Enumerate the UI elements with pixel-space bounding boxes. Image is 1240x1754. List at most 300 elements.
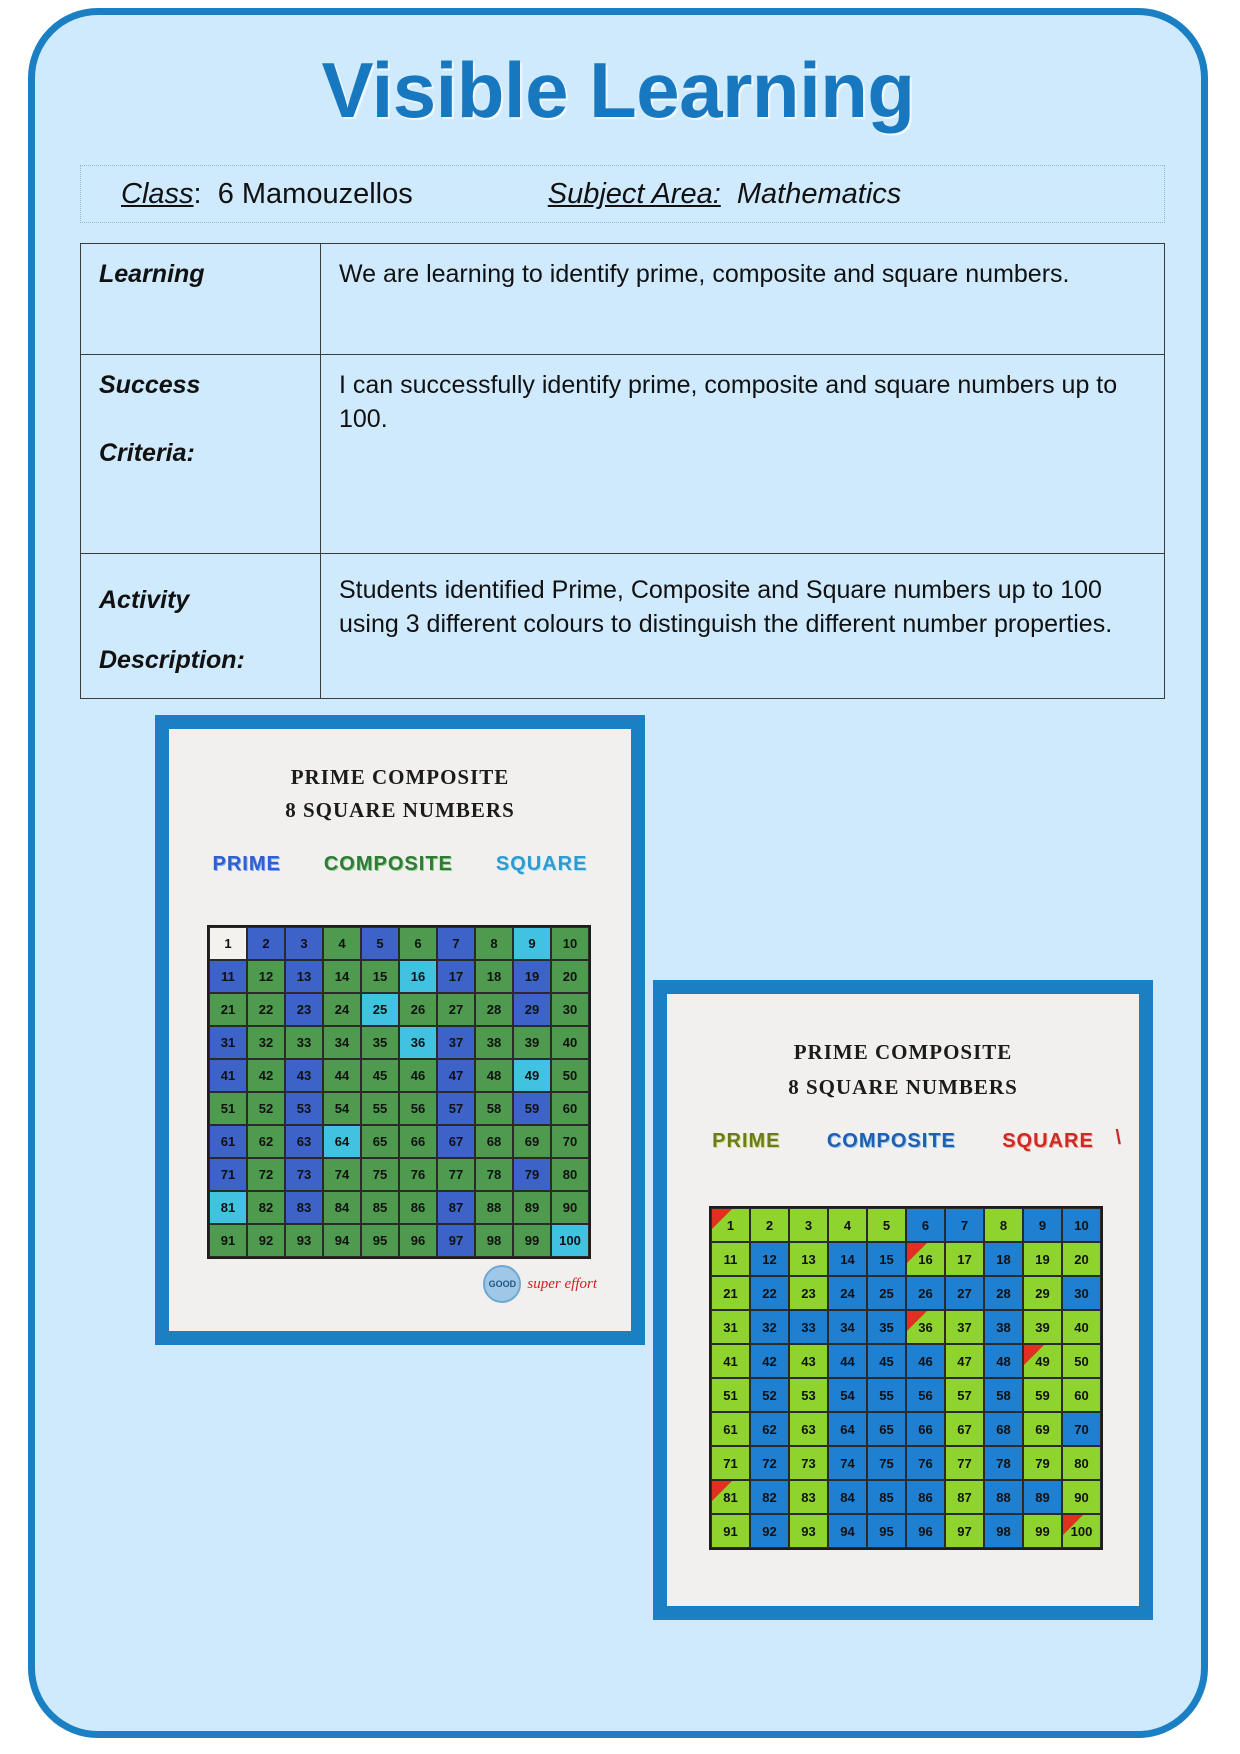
grid-cell <box>945 1344 984 1378</box>
grid-cell-number: 25 <box>372 1002 388 1017</box>
grid-cell-number: 53 <box>801 1387 816 1403</box>
grid-cell <box>361 1026 399 1059</box>
grid-cell-number: 6 <box>921 1217 930 1233</box>
grid-cell-number: 39 <box>524 1035 540 1050</box>
grid-cell <box>285 1158 323 1191</box>
grid-cell-number: 16 <box>918 1251 933 1267</box>
grid-cell-number: 78 <box>996 1455 1011 1471</box>
grid-cell <box>984 1310 1023 1344</box>
grid-cell-number: 68 <box>486 1134 502 1149</box>
grid-cell <box>209 1125 247 1158</box>
grid-cell <box>1062 1310 1101 1344</box>
grid-cell-number: 9 <box>528 936 536 951</box>
grid-cell <box>551 993 589 1026</box>
grid-cell <box>867 1310 906 1344</box>
grid-cell <box>361 1092 399 1125</box>
grid-cell <box>551 927 589 960</box>
grid-cell <box>1023 1208 1062 1242</box>
grid-cell <box>209 1059 247 1092</box>
grid-cell-number: 3 <box>804 1217 813 1233</box>
grid-cell-number: 11 <box>221 969 235 984</box>
grid-cell <box>551 1125 589 1158</box>
photo-1-title-line2: 8 SQUARE NUMBERS <box>285 798 515 822</box>
grid-cell <box>247 1158 285 1191</box>
grid-cell-number: 55 <box>879 1387 894 1403</box>
grid-cell <box>945 1412 984 1446</box>
grid-cell <box>437 960 475 993</box>
grid-cell-number: 28 <box>486 1002 502 1017</box>
hundred-grid-2 <box>709 1206 1103 1550</box>
grid-cell <box>437 1224 475 1257</box>
grid-cell-number: 79 <box>524 1167 540 1182</box>
grid-cell <box>513 1125 551 1158</box>
grid-cell-number: 4 <box>338 936 346 951</box>
grid-cell <box>984 1276 1023 1310</box>
grid-cell <box>945 1242 984 1276</box>
grid-cell-number: 41 <box>723 1353 738 1369</box>
grid-cell-number: 38 <box>996 1319 1011 1335</box>
grid-cell-number: 34 <box>840 1319 855 1335</box>
grid-cell-number: 15 <box>879 1251 894 1267</box>
grid-cell <box>1023 1310 1062 1344</box>
grid-cell <box>475 1026 513 1059</box>
grid-cell <box>711 1514 750 1548</box>
grid-cell-number: 42 <box>258 1068 274 1083</box>
grid-cell-number: 67 <box>957 1421 972 1437</box>
grid-cell <box>513 1158 551 1191</box>
grid-cell <box>789 1480 828 1514</box>
grid-cell-number: 25 <box>879 1285 894 1301</box>
grid-cell-number: 30 <box>1074 1285 1089 1301</box>
grid-cell <box>247 927 285 960</box>
grid-cell <box>1023 1514 1062 1548</box>
grid-cell-number: 7 <box>960 1217 969 1233</box>
grid-cell-number: 49 <box>524 1068 540 1083</box>
photo-1-content <box>169 729 631 1331</box>
grid-cell-number: 59 <box>524 1101 540 1116</box>
grid-cell-number: 45 <box>372 1068 388 1083</box>
grid-cell-number: 81 <box>723 1489 738 1505</box>
grid-cell-number: 62 <box>258 1134 274 1149</box>
grid-cell-number: 82 <box>762 1489 777 1505</box>
grid-cell <box>867 1276 906 1310</box>
grid-cell-number: 95 <box>372 1233 388 1248</box>
grid-cell-number: 93 <box>801 1523 816 1539</box>
grid-cell <box>209 993 247 1026</box>
grid-cell <box>789 1378 828 1412</box>
grid-cell-number: 21 <box>723 1285 738 1301</box>
grid-cell-number: 41 <box>220 1068 236 1083</box>
row-text-activity: Students identified Prime, Composite and Square numbers up to 100 using 3 different colours to distinguish the different number properties. <box>321 554 1165 699</box>
grid-cell <box>750 1446 789 1480</box>
photo-2-annotation: \ <box>1115 1127 1121 1149</box>
grid-cell-number: 60 <box>562 1101 578 1116</box>
meta-bar <box>80 165 1165 223</box>
photo-2-title-line1: PRIME COMPOSITE <box>793 1040 1013 1064</box>
photo-1-legend <box>169 853 631 876</box>
grid-cell <box>906 1276 945 1310</box>
grid-cell <box>945 1514 984 1548</box>
grid-cell-number: 57 <box>448 1101 464 1116</box>
grid-cell-number: 54 <box>334 1101 350 1116</box>
grid-cell <box>1062 1242 1101 1276</box>
grid-cell-number: 69 <box>1035 1421 1050 1437</box>
grid-cell <box>984 1412 1023 1446</box>
grid-cell-number: 87 <box>957 1489 972 1505</box>
grid-cell <box>828 1378 867 1412</box>
grid-cell <box>361 1158 399 1191</box>
grid-cell <box>399 927 437 960</box>
grid-cell <box>750 1378 789 1412</box>
grid-cell <box>361 960 399 993</box>
grid-cell <box>984 1514 1023 1548</box>
grid-cell-number: 40 <box>1074 1319 1089 1335</box>
grid-cell <box>247 1092 285 1125</box>
grid-cell <box>789 1344 828 1378</box>
grid-cell <box>209 1158 247 1191</box>
grid-cell <box>711 1208 750 1242</box>
grid-cell-number: 33 <box>296 1035 312 1050</box>
grid-cell-number: 61 <box>220 1134 236 1149</box>
learning-table <box>80 243 1165 699</box>
grid-cell-number: 98 <box>996 1523 1011 1539</box>
grid-cell-number: 58 <box>996 1387 1011 1403</box>
grid-cell <box>789 1514 828 1548</box>
grid-cell <box>475 1158 513 1191</box>
grid-cell <box>551 1224 589 1257</box>
grid-cell-number: 93 <box>296 1233 312 1248</box>
grid-cell-number: 19 <box>524 969 540 984</box>
grid-cell-number: 11 <box>723 1251 738 1267</box>
grid-cell <box>285 1092 323 1125</box>
grid-cell <box>750 1310 789 1344</box>
page-title: Visible Learning <box>321 46 915 134</box>
grid-cell <box>285 927 323 960</box>
grid-cell-number: 88 <box>486 1200 502 1215</box>
grid-cell-number: 15 <box>372 969 388 984</box>
grid-cell <box>906 1446 945 1480</box>
grid-cell <box>323 927 361 960</box>
grid-cell <box>945 1378 984 1412</box>
grid-cell <box>551 1158 589 1191</box>
grid-cell-number: 86 <box>410 1200 426 1215</box>
grid-cell-number: 83 <box>296 1200 312 1215</box>
grid-cell <box>551 1059 589 1092</box>
grid-cell-number: 63 <box>801 1421 816 1437</box>
grid-cell <box>945 1208 984 1242</box>
grid-cell <box>750 1514 789 1548</box>
grid-cell-number: 56 <box>410 1101 426 1116</box>
grid-cell <box>1062 1480 1101 1514</box>
row-label-text-2: Criteria: <box>99 438 195 467</box>
grid-cell <box>1023 1378 1062 1412</box>
grid-cell-number: 12 <box>762 1251 777 1267</box>
grid-cell <box>945 1480 984 1514</box>
grid-cell-number: 84 <box>840 1489 855 1505</box>
grid-cell-number: 29 <box>524 1002 540 1017</box>
grid-cell <box>361 927 399 960</box>
grid-cell <box>323 1125 361 1158</box>
grid-cell-number: 66 <box>918 1421 933 1437</box>
grid-cell-number: 35 <box>372 1035 388 1050</box>
class-label: Class <box>121 177 194 210</box>
legend-square: SQUARE <box>495 853 588 875</box>
student-work-photo-1 <box>155 715 645 1345</box>
grid-cell-number: 13 <box>296 969 312 984</box>
grid-cell <box>323 1092 361 1125</box>
grid-cell-number: 44 <box>334 1068 350 1083</box>
grid-cell-number: 8 <box>999 1217 1008 1233</box>
grid-cell <box>789 1242 828 1276</box>
grid-cell-number: 97 <box>448 1233 464 1248</box>
grid-cell <box>711 1242 750 1276</box>
grid-cell <box>247 1191 285 1224</box>
grid-cell-number: 88 <box>996 1489 1011 1505</box>
hundred-grid-1 <box>207 925 591 1259</box>
grid-cell <box>399 960 437 993</box>
grid-cell-number: 21 <box>220 1002 236 1017</box>
photo-1-title-line1: PRIME COMPOSITE <box>290 765 510 789</box>
grid-cell <box>1062 1208 1101 1242</box>
grid-cell-number: 73 <box>801 1455 816 1471</box>
grid-cell <box>828 1208 867 1242</box>
grid-cell-number: 87 <box>448 1200 464 1215</box>
grid-cell <box>711 1446 750 1480</box>
subject-value: Mathematics <box>736 177 902 210</box>
grid-cell-number: 10 <box>1074 1217 1089 1233</box>
grid-cell-number: 72 <box>762 1455 777 1471</box>
grid-cell-number: 18 <box>996 1251 1011 1267</box>
grid-cell <box>285 960 323 993</box>
grid-cell-number: 38 <box>486 1035 502 1050</box>
grid-cell <box>247 1125 285 1158</box>
grid-cell <box>711 1412 750 1446</box>
grid-cell-number: 71 <box>723 1455 738 1471</box>
grid-cell <box>551 1191 589 1224</box>
grid-cell-number: 70 <box>562 1134 578 1149</box>
grid-cell <box>209 960 247 993</box>
grid-cell-number: 14 <box>840 1251 855 1267</box>
grid-cell-number: 64 <box>840 1421 855 1437</box>
grid-cell-number: 12 <box>258 969 274 984</box>
grid-cell-number: 56 <box>918 1387 933 1403</box>
row-label-text: Activity <box>99 586 190 614</box>
grid-cell <box>209 927 247 960</box>
grid-cell <box>437 1059 475 1092</box>
grid-cell <box>906 1378 945 1412</box>
grid-cell <box>323 1026 361 1059</box>
grid-cell-number: 65 <box>879 1421 894 1437</box>
row-text-success: I can successfully identify prime, composite and square numbers up to 100. <box>321 355 1165 554</box>
grid-cell-number: 71 <box>220 1167 236 1182</box>
grid-cell-number: 49 <box>1035 1353 1050 1369</box>
grid-cell-number: 96 <box>410 1233 426 1248</box>
grid-cell <box>513 1224 551 1257</box>
grid-cell-number: 90 <box>1074 1489 1089 1505</box>
grid-cell-number: 1 <box>726 1217 735 1233</box>
grid-cell <box>209 1092 247 1125</box>
grid-cell <box>1023 1412 1062 1446</box>
legend-prime: PRIME <box>712 1130 781 1152</box>
grid-cell-number: 91 <box>723 1523 738 1539</box>
grid-cell <box>247 1224 285 1257</box>
class-value: 6 Mamouzellos <box>217 177 413 210</box>
grid-cell-number: 94 <box>334 1233 350 1248</box>
grid-cell <box>984 1344 1023 1378</box>
grid-cell <box>867 1446 906 1480</box>
grid-cell <box>906 1242 945 1276</box>
grid-cell <box>209 1191 247 1224</box>
grid-cell-number: 89 <box>1035 1489 1050 1505</box>
grid-cell <box>867 1412 906 1446</box>
grid-cell <box>750 1242 789 1276</box>
grid-cell-number: 2 <box>262 936 270 951</box>
class-field <box>121 178 413 211</box>
grid-cell-number: 3 <box>300 936 308 951</box>
grid-cell <box>867 1480 906 1514</box>
grid-cell <box>750 1276 789 1310</box>
grid-cell-number: 81 <box>220 1200 236 1215</box>
grid-cell-number: 72 <box>258 1167 274 1182</box>
grid-cell-number: 40 <box>562 1035 578 1050</box>
grid-cell <box>750 1344 789 1378</box>
grid-cell <box>323 1158 361 1191</box>
grid-cell <box>475 1224 513 1257</box>
grid-cell-number: 36 <box>918 1319 933 1335</box>
grid-cell-number: 99 <box>524 1233 540 1248</box>
grid-cell-number: 70 <box>1074 1421 1089 1437</box>
grid-cell <box>323 1059 361 1092</box>
grid-cell-number: 29 <box>1035 1285 1050 1301</box>
grid-cell <box>361 1224 399 1257</box>
grid-cell-number: 1 <box>224 936 232 951</box>
grid-cell <box>247 993 285 1026</box>
grid-cell-number: 84 <box>334 1200 350 1215</box>
grid-cell <box>437 1158 475 1191</box>
grid-cell-number: 66 <box>410 1134 426 1149</box>
grid-cell-number: 48 <box>996 1353 1011 1369</box>
grid-cell <box>285 1191 323 1224</box>
grid-cell-number: 92 <box>258 1233 274 1248</box>
grid-cell <box>475 1125 513 1158</box>
grid-cell-number: 37 <box>448 1035 464 1050</box>
grid-cell <box>247 1059 285 1092</box>
grid-cell-number: 59 <box>1035 1387 1050 1403</box>
grid-cell <box>475 960 513 993</box>
grid-cell-number: 90 <box>562 1200 578 1215</box>
legend-composite: COMPOSITE <box>826 1130 956 1152</box>
grid-cell <box>828 1446 867 1480</box>
grid-cell-number: 23 <box>801 1285 816 1301</box>
photo-2-content <box>667 994 1139 1606</box>
grid-cell-number: 4 <box>843 1217 852 1233</box>
grid-cell <box>945 1310 984 1344</box>
grid-cell <box>247 960 285 993</box>
grid-cell-number: 22 <box>762 1285 777 1301</box>
grid-cell-number: 67 <box>448 1134 464 1149</box>
grid-cell <box>906 1208 945 1242</box>
grid-cell <box>1062 1514 1101 1548</box>
grid-cell <box>945 1276 984 1310</box>
grid-cell-number: 54 <box>840 1387 855 1403</box>
grid-cell-number: 23 <box>296 1002 312 1017</box>
grid-cell <box>984 1242 1023 1276</box>
grid-cell <box>906 1344 945 1378</box>
grid-cell <box>828 1344 867 1378</box>
grid-cell-number: 20 <box>1074 1251 1089 1267</box>
grid-cell <box>285 1026 323 1059</box>
grid-cell-number: 47 <box>957 1353 972 1369</box>
grid-cell-number: 42 <box>762 1353 777 1369</box>
grid-cell <box>984 1446 1023 1480</box>
grid-cell-number: 34 <box>334 1035 350 1050</box>
grid-cell-number: 91 <box>220 1233 236 1248</box>
grid-cell-number: 16 <box>410 969 426 984</box>
grid-cell-number: 6 <box>414 936 422 951</box>
grid-cell-number: 97 <box>957 1523 972 1539</box>
grid-cell-number: 50 <box>562 1068 578 1083</box>
grid-cell-number: 98 <box>486 1233 502 1248</box>
grid-cell-number: 80 <box>1074 1455 1089 1471</box>
grid-cell-number: 51 <box>220 1101 236 1116</box>
grid-cell-number: 89 <box>524 1200 540 1215</box>
grid-cell-number: 43 <box>296 1068 312 1083</box>
grid-cell <box>828 1514 867 1548</box>
grid-cell <box>1062 1276 1101 1310</box>
grid-cell <box>789 1208 828 1242</box>
grid-cell <box>513 927 551 960</box>
grid-cell-number: 48 <box>486 1068 502 1083</box>
grid-cell-number: 100 <box>559 1233 581 1248</box>
row-label-text: Learning <box>99 260 205 288</box>
grid-cell <box>437 927 475 960</box>
grid-cell <box>828 1412 867 1446</box>
grid-cell <box>361 1191 399 1224</box>
grid-cell-number: 73 <box>296 1167 312 1182</box>
grid-cell <box>551 1092 589 1125</box>
grid-cell <box>828 1276 867 1310</box>
grid-cell <box>361 1059 399 1092</box>
grid-cell <box>361 993 399 1026</box>
grid-cell <box>906 1412 945 1446</box>
grid-cell-number: 53 <box>296 1101 312 1116</box>
reward-sticker <box>483 1265 597 1303</box>
grid-cell-number: 68 <box>996 1421 1011 1437</box>
row-text-learning: We are learning to identify prime, composite and square numbers. <box>321 244 1165 355</box>
grid-cell <box>475 993 513 1026</box>
grid-cell-number: 31 <box>220 1035 236 1050</box>
grid-cell <box>828 1242 867 1276</box>
grid-cell-number: 78 <box>486 1167 502 1182</box>
grid-cell-number: 18 <box>486 969 502 984</box>
grid-cell <box>867 1344 906 1378</box>
sticker-badge: GOOD <box>483 1265 521 1303</box>
grid-cell-number: 58 <box>486 1101 502 1116</box>
grid-cell-number: 65 <box>372 1134 388 1149</box>
row-label-text-2: Description: <box>99 645 245 674</box>
grid-cell <box>1023 1446 1062 1480</box>
grid-cell <box>711 1378 750 1412</box>
grid-cell-number: 69 <box>524 1134 540 1149</box>
grid-cell-number: 96 <box>918 1523 933 1539</box>
row-label-text: Success <box>99 371 201 399</box>
grid-cell <box>984 1480 1023 1514</box>
grid-cell <box>209 1026 247 1059</box>
grid-cell <box>750 1412 789 1446</box>
grid-cell-number: 13 <box>801 1251 816 1267</box>
grid-cell <box>1023 1276 1062 1310</box>
grid-cell-number: 75 <box>879 1455 894 1471</box>
